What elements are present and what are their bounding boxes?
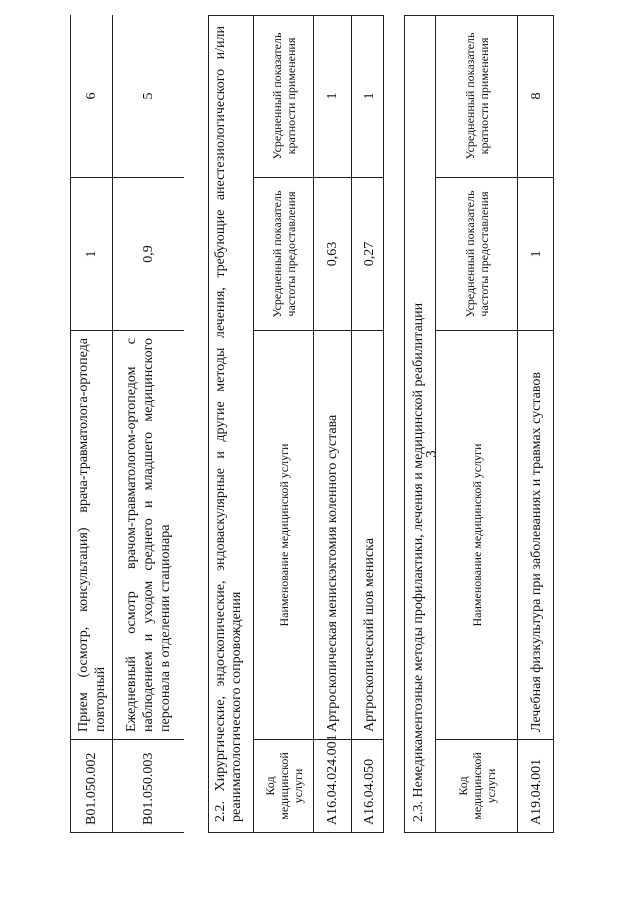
col-header-frequency: Усредненный показатель частоты предоставления: [254, 178, 314, 331]
frequency-value: 1: [518, 178, 555, 331]
services-table-3: [435, 15, 554, 833]
col-header-name: Наименование медицинской услуги: [254, 331, 314, 740]
col-header-code: Код медицинской услуги: [436, 740, 518, 833]
section-title: 2.3. Немедикаментозные методы профилактики, лечения и медицинской реабилитации: [411, 302, 426, 822]
col-header-multiplicity: Усредненный показатель кратности применения: [436, 15, 518, 178]
col-header-name: Наименование медицинской услуги: [436, 331, 518, 740]
frequency-value: 0,27: [352, 178, 385, 331]
service-name: Лечебная физкультура при заболеваниях и травмах суставов: [518, 331, 555, 740]
multiplicity-value: 8: [518, 15, 555, 178]
service-name: Ежедневный осмотр врачом-травматологом-ортопедом с наблюдением и уходом среднего и младшего медицинского персонала в отделении стационара: [113, 331, 185, 740]
frequency-value: 0,9: [113, 178, 185, 331]
service-name: Артроскопическая менискэктомия коленного сустава: [314, 331, 352, 740]
section-title: 2.2. Хирургические, эндоскопические, эндоваскулярные и другие методы лечения, требующие анестезиологического и/или реаниматологического сопровождения: [213, 26, 244, 822]
service-code: A16.04.024.001: [314, 740, 352, 833]
section2-box: [208, 15, 384, 833]
service-name: Прием (осмотр, консультация) врача-травматолога-ортопеда повторный: [71, 331, 113, 740]
frequency-value: 1: [71, 178, 113, 331]
section1-box: [70, 15, 184, 833]
multiplicity-value: 5: [113, 15, 185, 178]
col-header-frequency: Усредненный показатель частоты предоставления: [436, 178, 518, 331]
multiplicity-value: 6: [71, 15, 113, 178]
page-number: 3: [423, 450, 440, 458]
services-table-2: [253, 15, 384, 833]
services-table-1: [70, 15, 184, 833]
service-name: Артроскопический шов мениска: [352, 331, 385, 740]
service-code: B01.050.003: [113, 740, 185, 833]
table-row: [113, 15, 185, 833]
service-code: A16.04.050: [352, 740, 385, 833]
table-row: [314, 15, 352, 833]
col-header-multiplicity: Усредненный показатель кратности применения: [254, 15, 314, 178]
service-code: B01.050.002: [71, 740, 113, 833]
table-row: [352, 15, 385, 833]
table-row: [71, 15, 113, 833]
service-code: A19.04.001: [518, 740, 555, 833]
multiplicity-value: 1: [314, 15, 352, 178]
section3-box: [404, 15, 554, 833]
table-row: [518, 15, 555, 833]
table-header-row: [254, 15, 314, 833]
col-header-code: Код медицинской услуги: [254, 740, 314, 833]
frequency-value: 0,63: [314, 178, 352, 331]
multiplicity-value: 1: [352, 15, 385, 178]
table-header-row: [436, 15, 518, 833]
